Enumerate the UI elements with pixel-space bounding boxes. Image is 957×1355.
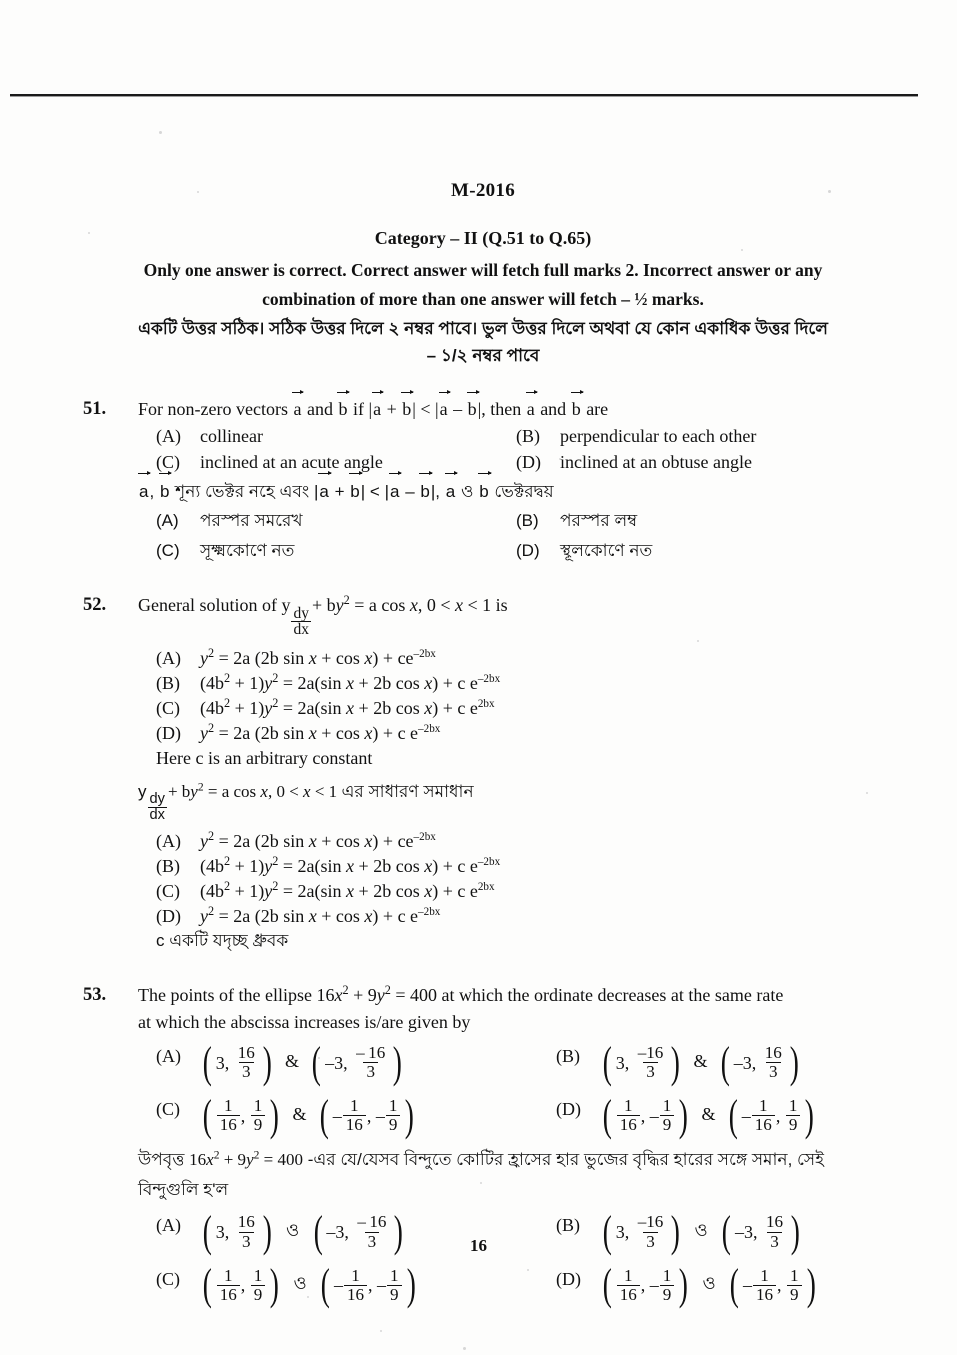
note-bengali: c একটি যদৃচ্ছ ধ্রুবক (156, 931, 289, 950)
option-label: (B) (516, 511, 539, 530)
option-label: (C) (156, 881, 180, 901)
stem-prefix: General solution of y (138, 595, 291, 615)
option-text: ( 3, $\frac{16}{3}$ ) ও ( –3, $\frac{- 16}{3}$ ) (200, 1213, 406, 1250)
option-text: perpendicular to each other (560, 426, 757, 446)
option-label: (C) (156, 698, 180, 719)
option-label: (C) (156, 541, 180, 560)
option-a[interactable] (156, 646, 883, 670)
option-d[interactable] (556, 1090, 883, 1140)
stem-bengali-tail: ভেক্টরদ্বয় (494, 482, 554, 501)
vector-a-icon: a (389, 478, 400, 505)
question-stem-bengali-line1 (138, 1146, 883, 1173)
question-52 (83, 593, 883, 953)
option-label: (D) (556, 1268, 581, 1289)
question-stem-english: For non-zero vectors a and b if |a + b| < |a – b|, then a and b are (138, 399, 609, 419)
option-text: ( $\frac{1}{16}$ , – $\frac{1}{9}$ ) ও ( – $\frac{1}{16}$ , $\frac{1}{9}$ ) (600, 1267, 818, 1304)
option-text: $(4b^2 + 1)y^2 = 2a(\sin$ x + 2b cos x) + c $e^{2bx}$ (200, 696, 495, 719)
vector-a-icon: a (318, 478, 329, 505)
option-label: (A) (156, 426, 181, 446)
coordinate-pair: ( –3, $\frac{- 16}{3}$ ) (312, 1037, 403, 1087)
coordinate-pair: ( – $\frac{1}{16}$ , – $\frac{1}{9}$ ) (319, 1090, 415, 1140)
option-text: $y^2 = 2a$ (2b $\sin x + \cos x) + ce^{-2bx}$ (200, 646, 436, 669)
option-label: (B) (556, 1046, 580, 1066)
options-bengali-53 (156, 1207, 883, 1310)
vector-b-icon: b (349, 478, 360, 505)
option-label: (A) (156, 1215, 181, 1236)
option-label: (B) (156, 856, 180, 876)
option-c[interactable] (156, 879, 883, 903)
option-c[interactable] (156, 539, 516, 563)
option-text: $(4b^2 + 1)y^2 = 2a(\sin$ x + 2b cos x) + c $e^{2bx}$ (200, 879, 495, 901)
option-label: (B) (556, 1215, 580, 1236)
option-text: inclined at an acute angle (200, 452, 383, 472)
category-heading: Category – II (Q.51 to Q.65) (374, 228, 592, 248)
coordinate-pair: ( $\frac{1}{16}$ , – $\frac{1}{9}$ ) (602, 1090, 689, 1140)
stem-if: if (352, 399, 364, 419)
options-english-51 (156, 424, 883, 474)
stem-conj: and (306, 399, 333, 419)
option-text: পরস্পর লম্ব (560, 511, 638, 530)
option-label: (D) (556, 1099, 581, 1120)
vector-b-icon: b (467, 399, 477, 419)
scan-speck (380, 1330, 382, 1332)
option-c[interactable] (156, 1090, 556, 1140)
ellipse-equation: $16x^2 + 9y^2 = 400$ (189, 1148, 303, 1170)
question-stem-english-line1: The points of the ellipse $16x^2 + 9y^2 = 400$ at which the ordinate decreases at the same rate (138, 983, 784, 1005)
option-label: (D) (516, 541, 540, 560)
coordinate-pair: ( $\frac{1}{16}$ , $\frac{1}{9}$ ) (202, 1260, 280, 1310)
option-label: (C) (156, 1268, 180, 1289)
coordinate-pair: ( 3, $\frac{-16}{3}$ ) (602, 1037, 681, 1087)
option-c[interactable] (156, 696, 883, 720)
option-text: $(4b^2 + 1)y^2 = 2a(\sin$ x + 2b cos x) + c $e^{-2bx}$ (200, 671, 501, 694)
option-a[interactable] (156, 1037, 556, 1087)
vector-b-icon: b (571, 399, 581, 419)
coordinate-pair: ( –3, $\frac{- 16}{3}$ ) (313, 1207, 404, 1257)
coordinate-pair: ( $\frac{1}{16}$ , – $\frac{1}{9}$ ) (602, 1260, 689, 1310)
question-stem-english-line2: at which the abscissa increases is/are given by (138, 1012, 471, 1032)
vector-a-icon: a (138, 478, 149, 505)
option-c[interactable] (156, 1260, 556, 1310)
option-b[interactable] (516, 424, 883, 448)
option-label: (D) (156, 906, 181, 926)
option-d[interactable] (556, 1260, 883, 1310)
option-b[interactable] (516, 509, 883, 533)
page-content (83, 180, 883, 1310)
instruction-english-line1: Only one answer is correct. Correct answer will fetch full marks 2. Incorrect answer or any (143, 260, 823, 280)
vector-b-icon: b (478, 478, 489, 505)
vector-a-icon: a (439, 399, 448, 419)
vector-a-icon: a (526, 399, 535, 419)
option-label: (B) (156, 673, 180, 694)
option-d[interactable] (516, 450, 883, 474)
question-number: 51. (83, 399, 107, 419)
option-text: ( 3, $\frac{-16}{3}$ ) ও ( –3, $\frac{16}{3}$ ) (600, 1213, 803, 1250)
page-top-rule (10, 94, 918, 96)
option-text: $y^2 = 2a$ (2b sin x + cos x) + c $e^{-2bx}$ (200, 904, 441, 926)
question-number: 53. (83, 985, 107, 1005)
option-d[interactable] (516, 539, 883, 563)
option-text: ( 3, $\frac{-16}{3}$ ) & ( –3, $\frac{16}{3}$ ) (600, 1044, 802, 1081)
option-c[interactable] (156, 450, 516, 474)
option-label: (C) (156, 1099, 180, 1120)
vector-b-icon: b (159, 478, 170, 505)
coordinate-pair: ( –3, $\frac{16}{3}$ ) (720, 1037, 799, 1087)
option-b[interactable] (556, 1037, 883, 1087)
vector-b-icon: b (338, 399, 348, 419)
option-label: (A) (156, 1046, 181, 1066)
scan-speck (463, 1347, 466, 1350)
document-code: M-2016 (450, 180, 516, 201)
stem-text: For non-zero vectors (138, 399, 288, 419)
vector-a-icon: a (445, 478, 456, 505)
option-text: $(4b^2 + 1)y^2 = 2a(\sin$ x + 2b cos x) + c $e^{-2bx}$ (200, 854, 501, 876)
options-english-53 (156, 1037, 883, 1140)
option-text: ( 3, $\frac{16}{3}$ ) & ( –3, $\frac{- 16}{3}$ ) (200, 1044, 405, 1081)
option-a[interactable] (156, 424, 516, 448)
stem-bengali-suffix: এর সাধারণ সমাধান (341, 782, 474, 802)
coordinate-pair: ( – $\frac{1}{16}$ , – $\frac{1}{9}$ ) (321, 1260, 416, 1310)
option-label: (A) (156, 648, 181, 669)
vector-b-icon: b (402, 399, 412, 419)
option-a[interactable] (156, 509, 516, 533)
coordinate-pair: ( 3, $\frac{-16}{3}$ ) (602, 1207, 681, 1257)
coordinate-pair: ( – $\frac{1}{16}$ , $\frac{1}{9}$ ) (728, 1090, 815, 1140)
option-label: (B) (516, 426, 540, 446)
stem-bengali-text: শূন্য ভেক্টর নহে এবং (175, 482, 310, 501)
option-text: $y^2 = 2a$ (2b $\sin x + \cos x) + ce^{-2bx}$ (200, 829, 436, 851)
stem-bengali-prefix: উপবৃত্ত (138, 1150, 185, 1170)
question-51 (83, 397, 883, 563)
option-b[interactable] (156, 671, 883, 695)
instruction-english-line2: combination of more than one answer will fetch – ½ marks. (262, 289, 704, 309)
question-stem-bengali-line2: বিন্দুগুলি হ'ল (138, 1180, 229, 1200)
page-number: 16 (470, 1236, 487, 1255)
question-stem-english: General solution of y $\frac{dy}{dx}$ + $by^2 = a$ cos x, 0 < x < 1 is (138, 593, 508, 639)
option-text: collinear (200, 426, 263, 446)
option-text: সূক্ষ্মকোণে নত (200, 541, 295, 560)
option-text: স্থূলকোণে নত (560, 541, 653, 560)
option-b[interactable] (156, 854, 883, 878)
coordinate-pair: ( – $\frac{1}{16}$ , $\frac{1}{9}$ ) (730, 1260, 816, 1310)
vector-b-icon: b (419, 478, 430, 505)
option-d[interactable] (156, 904, 883, 928)
options-english-52 (156, 646, 883, 770)
option-text: ( $\frac{1}{16}$ , $\frac{1}{9}$ ) ও ( – $\frac{1}{16}$ , – $\frac{1}{9}$ ) (200, 1267, 418, 1304)
option-text: পরস্পর সমরেখ (200, 511, 303, 530)
option-text: ( $\frac{1}{16}$ , $\frac{1}{9}$ ) & ( – $\frac{1}{16}$ , – $\frac{1}{9}$ ) (200, 1097, 417, 1134)
derivative-fraction: $\frac{dy}{dx}$ (293, 604, 309, 639)
option-label: (D) (156, 723, 181, 744)
coordinate-pair: ( $\frac{1}{16}$ , $\frac{1}{9}$ ) (202, 1090, 280, 1140)
option-text: $y^2 = 2a$ (2b sin x + cos x) + c $e^{-2bx}$ (200, 721, 441, 744)
vector-a-icon: a (293, 399, 302, 419)
coordinate-pair: ( 3, $\frac{16}{3}$ ) (202, 1207, 272, 1257)
note-english: Here c is an arbitrary constant (156, 748, 373, 769)
option-text: inclined at an obtuse angle (560, 452, 752, 472)
stem-bengali-tail: -এর যে/যেসব বিন্দুতে কোটির হ্রাসের হার ভুজের বৃদ্ধির হারের সঙ্গে সমান, সেই (307, 1150, 824, 1170)
option-label: (C) (156, 452, 180, 472)
option-label: (A) (156, 511, 179, 530)
question-stem-bengali: y $\frac{dy}{dx}$ + $by^2 = a$ cos x, 0 < x < 1 এর সাধারণ সমাধান (138, 780, 474, 824)
option-label: (D) (516, 452, 541, 472)
instruction-bengali-line1: একটি উত্তর সঠিক। সঠিক উত্তর দিলে ২ নম্বর পাবে। ভুল উত্তর দিলে অথবা যে কোন একাধিক উত্তর দিলে (138, 319, 828, 338)
question-number: 52. (83, 595, 107, 615)
option-text: ( $\frac{1}{16}$ , – $\frac{1}{9}$ ) & ( – $\frac{1}{16}$ , $\frac{1}{9}$ ) (600, 1097, 817, 1134)
coordinate-pair: ( 3, $\frac{16}{3}$ ) (202, 1037, 272, 1087)
options-bengali-51 (156, 509, 883, 563)
option-d[interactable] (156, 721, 883, 745)
instruction-bengali-line2: – ১/২ নম্বর পাবে (426, 346, 540, 365)
coordinate-pair: ( –3, $\frac{16}{3}$ ) (722, 1207, 800, 1257)
scan-speck (159, 131, 162, 134)
abs-open: | (368, 399, 373, 419)
derivative-fraction: $\frac{dy}{dx}$ (149, 791, 165, 824)
option-a[interactable] (156, 829, 883, 853)
options-bengali-52 (156, 829, 883, 953)
question-stem-bengali: a, b শূন্য ভেক্টর নহে এবং |a + b| < |a – b|, a ও b ভেক্টরদ্বয় (138, 478, 883, 505)
option-label: (A) (156, 831, 181, 851)
vector-a-icon: a (373, 399, 382, 419)
